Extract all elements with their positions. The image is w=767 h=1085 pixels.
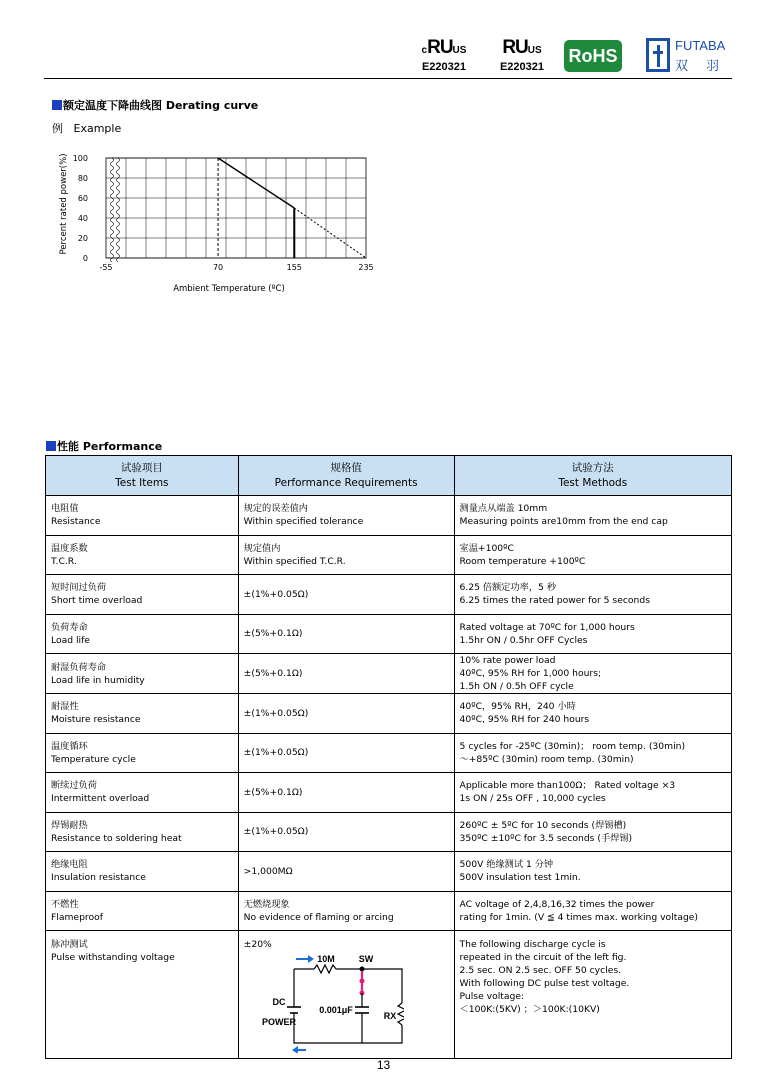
ul-listed-logo: RUUS E220321 — [490, 38, 554, 73]
cell-line: 温度系数 — [51, 542, 88, 554]
cell-line: Within specified tolerance — [243, 516, 364, 528]
cell-line: ±(5%+0.1Ω) — [243, 668, 303, 679]
y-tick-label: 20 — [77, 234, 88, 243]
method-cell — [454, 852, 731, 892]
table-row — [46, 891, 732, 931]
chart-ticks — [73, 154, 374, 272]
switch-contact-icon — [359, 979, 364, 984]
method-cell — [454, 773, 731, 813]
table-row — [46, 614, 732, 654]
cell-line: 规定值内 — [243, 542, 281, 554]
method-cell — [454, 733, 731, 773]
table-row — [46, 654, 732, 694]
method-cell — [454, 575, 731, 615]
cell-line: ±(1%+0.05Ω) — [243, 588, 309, 600]
cell-line: 40ºC，95% RH，240 小時 — [459, 701, 576, 713]
method-cell — [454, 535, 731, 575]
cell-line: ±(1%+0.05Ω) — [243, 826, 309, 838]
cell-line: 测量点从端盖 10mm — [459, 503, 548, 515]
test-item-cell — [46, 535, 239, 575]
header-test-methods: 试验方法 Test Methods — [454, 456, 731, 496]
test-item-cell — [46, 891, 239, 931]
cell-line: 40ºC, 95% RH for 1,000 hours; — [459, 668, 602, 679]
cell-line: 10% rate power load — [459, 655, 556, 666]
cell-line: No evidence of flaming or arcing — [243, 911, 394, 923]
wire — [294, 1019, 402, 1043]
test-item-cell — [46, 852, 239, 892]
method-cell — [454, 614, 731, 654]
table-row — [46, 535, 732, 575]
capacitor-label: 0.001μF — [318, 1005, 353, 1015]
test-item-cell — [46, 496, 239, 536]
cell-line: Pulse voltage: — [459, 991, 525, 1002]
requirement-cell — [238, 931, 454, 1059]
cell-line: 绝缘电阻 — [51, 859, 88, 871]
axis-break-icon — [117, 158, 120, 262]
requirement-cell — [238, 575, 454, 615]
cell-line: Moisture resistance — [51, 714, 141, 726]
cell-line: Load life in humidity — [51, 674, 145, 686]
requirement-cell — [238, 891, 454, 931]
page-number: 13 — [376, 1058, 391, 1072]
cell-line: Resistance — [51, 516, 101, 528]
cell-line: 焊锡耐热 — [51, 819, 88, 831]
chart-grid — [106, 158, 366, 262]
cell-line: 350ºC ±10ºC for 3.5 seconds (手焊锡) — [459, 832, 633, 844]
arrow-head-icon — [308, 955, 314, 963]
cell-line: Measuring points are10mm from the end cap — [459, 516, 668, 528]
requirement-cell — [238, 654, 454, 694]
requirement-cell — [238, 535, 454, 575]
cell-line: 6.25 times the rated power for 5 seconds — [459, 595, 650, 607]
x-tick-label: 70 — [212, 263, 224, 272]
method-cell — [454, 654, 731, 694]
chart-frame — [106, 158, 366, 258]
cell-line: Pulse withstanding voltage — [51, 952, 175, 963]
table-header-row — [46, 456, 732, 496]
cell-line: 1s ON / 25s OFF , 10,000 cycles — [459, 793, 606, 805]
header-divider — [44, 78, 732, 79]
cell-line: 500V 绝缘测试 1 分钟 — [459, 859, 554, 871]
x-tick-label: -55 — [99, 263, 113, 272]
cell-line: 1.5h ON / 0.5h OFF cycle — [459, 681, 574, 692]
x-tick-label: 155 — [286, 263, 302, 272]
method-cell — [454, 694, 731, 734]
cell-line: 室温+100ºC — [459, 542, 514, 554]
ul-file-number: E220321 — [499, 61, 545, 73]
switch-label: SW — [358, 954, 373, 964]
derating-section-title: 额定温度下降曲线图 Derating curve — [52, 97, 258, 113]
cell-line: T.C.R. — [51, 555, 77, 567]
header-performance-requirements: 规格值 Performance Requirements — [238, 456, 454, 496]
table-row — [46, 496, 732, 536]
dc-label: DC — [272, 997, 286, 1007]
resistor-label: 10M — [316, 954, 335, 964]
chart-lines — [218, 158, 366, 258]
y-tick-label: 0 — [82, 254, 88, 263]
derating-curve-line — [218, 158, 294, 208]
cell-line: ±(5%+0.1Ω) — [243, 786, 303, 798]
requirement-cell — [238, 694, 454, 734]
arrow-head-icon — [292, 1046, 298, 1053]
cell-line: 电阻值 — [51, 503, 79, 515]
pulse-test-circuit-diagram — [244, 953, 404, 1053]
wire — [362, 969, 402, 1003]
cell-line: Short time overload — [51, 595, 143, 607]
y-tick-label: 60 — [77, 194, 88, 203]
power-label: POWER — [261, 1017, 296, 1027]
axis-break-icon — [111, 158, 114, 262]
table-row — [46, 733, 732, 773]
cell-line: rating for 1min. (V ≦ 4 times max. working voltage) — [459, 911, 699, 923]
bullet-square-icon — [46, 441, 56, 451]
method-cell — [454, 812, 731, 852]
resistor-10m-icon — [314, 965, 336, 973]
cell-line: Rated voltage at 70ºC for 1,000 hours — [459, 621, 635, 633]
cell-line: ±(1%+0.05Ω) — [243, 707, 309, 719]
header-test-items: 试验项目 Test Items — [46, 456, 239, 496]
cell-line: ±(1%+0.05Ω) — [243, 747, 309, 759]
table-row — [46, 694, 732, 734]
y-tick-label: 80 — [77, 174, 88, 183]
rx-label: RX — [383, 1011, 396, 1021]
y-tick-label: 100 — [72, 154, 88, 163]
example-label: 例 Example — [52, 122, 122, 135]
cell-line: Applicable more than100Ω； Rated voltage ×3 — [459, 780, 676, 792]
test-item-cell — [46, 812, 239, 852]
chart-y-axis-label: Percent rated power(%) — [59, 153, 69, 255]
table-row — [46, 773, 732, 813]
cell-line: 规定的误差值内 — [243, 503, 308, 515]
brand-name-en: FUTABA — [675, 38, 726, 53]
cell-line: repeated in the circuit of the left fig. — [459, 952, 627, 963]
cell-line: 脉冲测试 — [51, 939, 88, 950]
requirement-cell — [238, 733, 454, 773]
cell-line: 260ºC ± 5ºC for 10 seconds (焊锡槽) — [459, 819, 627, 831]
cell-line: 5 cycles for -25ºC (30min)； room temp. (30min) — [459, 740, 686, 752]
cell-line: ±(5%+0.1Ω) — [243, 628, 303, 640]
test-item-cell — [46, 575, 239, 615]
cell-line: The following discharge cycle is — [459, 939, 606, 950]
test-item-cell — [46, 773, 239, 813]
test-item-cell — [46, 694, 239, 734]
cell-line: AC voltage of 2,4,8,16,32 times the power — [459, 898, 655, 910]
cell-line: 6.25 倍额定功率，5 秒 — [459, 582, 557, 594]
test-item-cell — [46, 614, 239, 654]
table-row — [46, 812, 732, 852]
cell-line: 500V insulation test 1min. — [459, 872, 581, 884]
cell-line: 不燃性 — [51, 898, 79, 910]
cell-line: 耐湿性 — [51, 701, 79, 713]
cell-line: ±20% — [243, 939, 272, 950]
cell-line: 无燃烧现象 — [243, 898, 290, 910]
test-item-cell — [46, 931, 239, 1059]
requirement-cell — [238, 496, 454, 536]
cell-line: 短时间过负荷 — [51, 582, 107, 594]
requirement-cell — [238, 812, 454, 852]
cell-line: Within specified T.C.R. — [243, 555, 346, 567]
cell-line: Load life — [51, 634, 90, 646]
method-cell — [454, 496, 731, 536]
cell-line: ～+85ºC (30min) room temp. (30min) — [459, 753, 634, 765]
cell-line: Temperature cycle — [51, 753, 136, 765]
cell-line: With following DC pulse test voltage. — [459, 978, 630, 989]
requirement-cell — [238, 773, 454, 813]
rohs-badge: RoHS — [564, 40, 622, 72]
cell-line: >1,000MΩ — [243, 865, 293, 877]
performance-table — [45, 455, 732, 1059]
chart-x-axis-label: Ambient Temperature (ºC) — [173, 284, 285, 294]
cell-line: Insulation resistance — [51, 872, 146, 884]
table-row — [46, 852, 732, 892]
cell-line: 耐湿负荷寿命 — [51, 661, 107, 673]
cul-listed-logo: cRUUS E220321 — [412, 38, 476, 73]
cell-line: 温度循环 — [51, 740, 88, 752]
test-item-cell — [46, 733, 239, 773]
y-tick-label: 40 — [77, 214, 88, 223]
method-cell — [454, 931, 731, 1059]
bullet-square-icon — [52, 100, 62, 110]
cell-line: Flameproof — [51, 911, 103, 923]
cell-line: 2.5 sec. ON 2.5 sec. OFF 50 cycles. — [459, 965, 622, 976]
test-item-cell — [46, 654, 239, 694]
futaba-logo-icon — [646, 38, 670, 72]
cul-file-number: E220321 — [421, 61, 467, 73]
cell-line: Room temperature +100ºC — [459, 555, 586, 567]
derating-extension-line — [294, 208, 366, 258]
cell-line: Intermittent overload — [51, 793, 150, 805]
requirement-cell — [238, 852, 454, 892]
derating-chart — [44, 146, 384, 296]
cell-line: ＜100K:(5KV) ；＞100K:(10KV) — [459, 1004, 600, 1015]
resistor-rx-icon — [398, 1003, 404, 1025]
method-cell — [454, 891, 731, 931]
performance-section-title: 性能 Performance — [46, 438, 162, 454]
x-tick-label: 235 — [358, 263, 374, 272]
cell-line: 断续过负荷 — [51, 780, 97, 792]
cell-line: 40ºC, 95% RH for 240 hours — [459, 714, 590, 726]
cell-line: 负荷寿命 — [51, 621, 88, 633]
table-row — [46, 575, 732, 615]
brand-name-cn: 双羽 — [675, 59, 738, 74]
header-logos — [0, 38, 767, 78]
requirement-cell — [238, 614, 454, 654]
cell-line: 1.5hr ON / 0.5hr OFF Cycles — [459, 634, 588, 646]
cell-line: Resistance to soldering heat — [51, 832, 182, 844]
table-row — [46, 931, 732, 1059]
